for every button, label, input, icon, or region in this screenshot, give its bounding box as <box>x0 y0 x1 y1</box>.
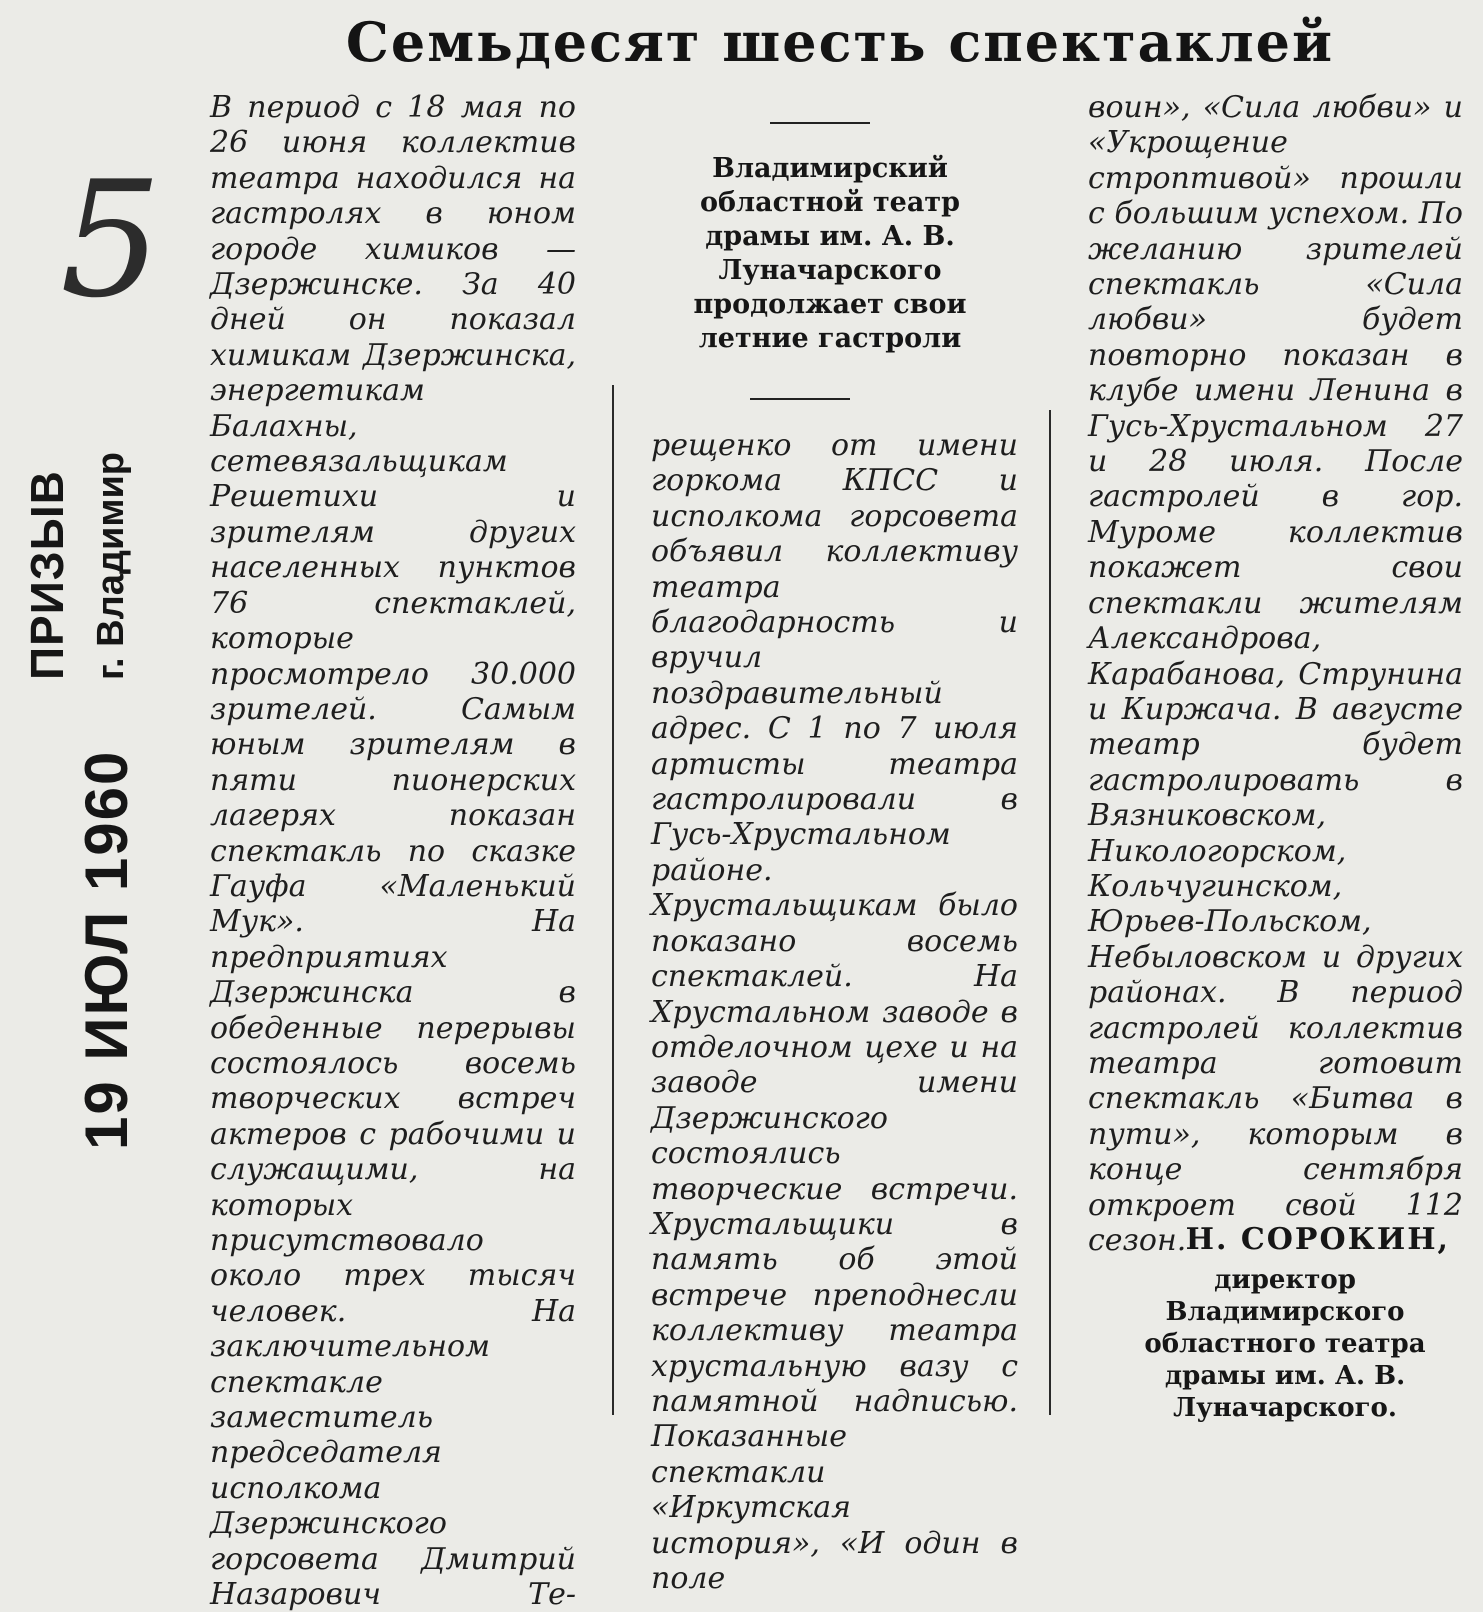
headline: Семьдесят шесть спектаклей <box>345 10 1335 74</box>
stamp-city: г. Владимир <box>90 451 132 680</box>
author-name: Н. СОРОКИН, <box>1185 1222 1450 1257</box>
archive-stamp <box>20 250 180 1150</box>
column-rule <box>612 385 614 1415</box>
subheadline: Владимирский областной театр драмы им. А. В. Луначарского продолжает свои летние гастроли <box>693 153 967 354</box>
stamp-newspaper: ПРИЗЫВ <box>21 470 73 680</box>
article-column-middle: рещенко от имени горкома КПСС и исполкома горсовета объявил коллективу театра благодарность и вручил поздравительный адрес. С 1 по 7 июля артисты театра гастролировали в Гусь-Хрустальном районе. Хрустальщикам было показано восемь спектаклей. На Хрустальном заводе в отделочном цехе и на заводе имени Дзержинского состоялись творческие встречи. Хрустальщики в память об этой встрече преподнесли коллективу театра хрустальную вазу с памятной надписью. Показанные спектакли «Иркутская история», «И один в поле <box>651 428 1018 1596</box>
author-signature <box>1120 1220 1450 1424</box>
stamp-date: 19 ИЮЛ 1960 <box>73 749 140 1150</box>
handwritten-number: 5 <box>60 146 162 333</box>
divider-dash <box>750 398 850 400</box>
author-title: директор Владимирского областного театра драмы им. А. В. Луначарского. <box>1144 1265 1426 1423</box>
column-rule <box>1049 410 1051 1415</box>
article-column-left: В период с 18 мая по 26 июня коллектив театра находился на гастролях в юном городе химиков — Дзержинске. За 40 дней он показал химикам Дзержинска, энергетикам Балахны, сетевязальщикам Решетихи и зрителям других населенных пунктов 76 спектаклей, которые просмотрело 30.000 зрителей. Самым юным зрителям в пяти пионерских лагерях показан спектакль по сказке Гауфа «Маленький Мук». На предприятиях Дзержинска в обеденные перерывы состоялось восемь творческих встреч актеров с рабочими и служащими, на которых присутствовало около трех тысяч человек. На заключительном спектакле заместитель председателя исполкома Дзержинского горсовета Дмитрий Назарович Те- <box>210 90 576 1612</box>
divider-dash <box>770 122 870 124</box>
article-column-right: воин», «Сила любви» и «Укрощение строптивой» прошли с большим успехом. По желанию зрителей спектакль «Сила любви» будет повторно показан в клубе имени Ленина в Гусь-Хрустальном 27 и 28 июля. После гастролей в гор. Муроме коллектив покажет свои спектакли жителям Александрова, Карабанова, Струнина и Киржача. В августе театр будет гастролировать в Вязниковском, Никологорском, Кольчугинском, Юрьев-Польском, Небыловском и других районах. В период гастролей коллектив театра готовит спектакль «Битва в пути», которым в конце сентября откроет свой 112 сезон. <box>1088 90 1463 1258</box>
